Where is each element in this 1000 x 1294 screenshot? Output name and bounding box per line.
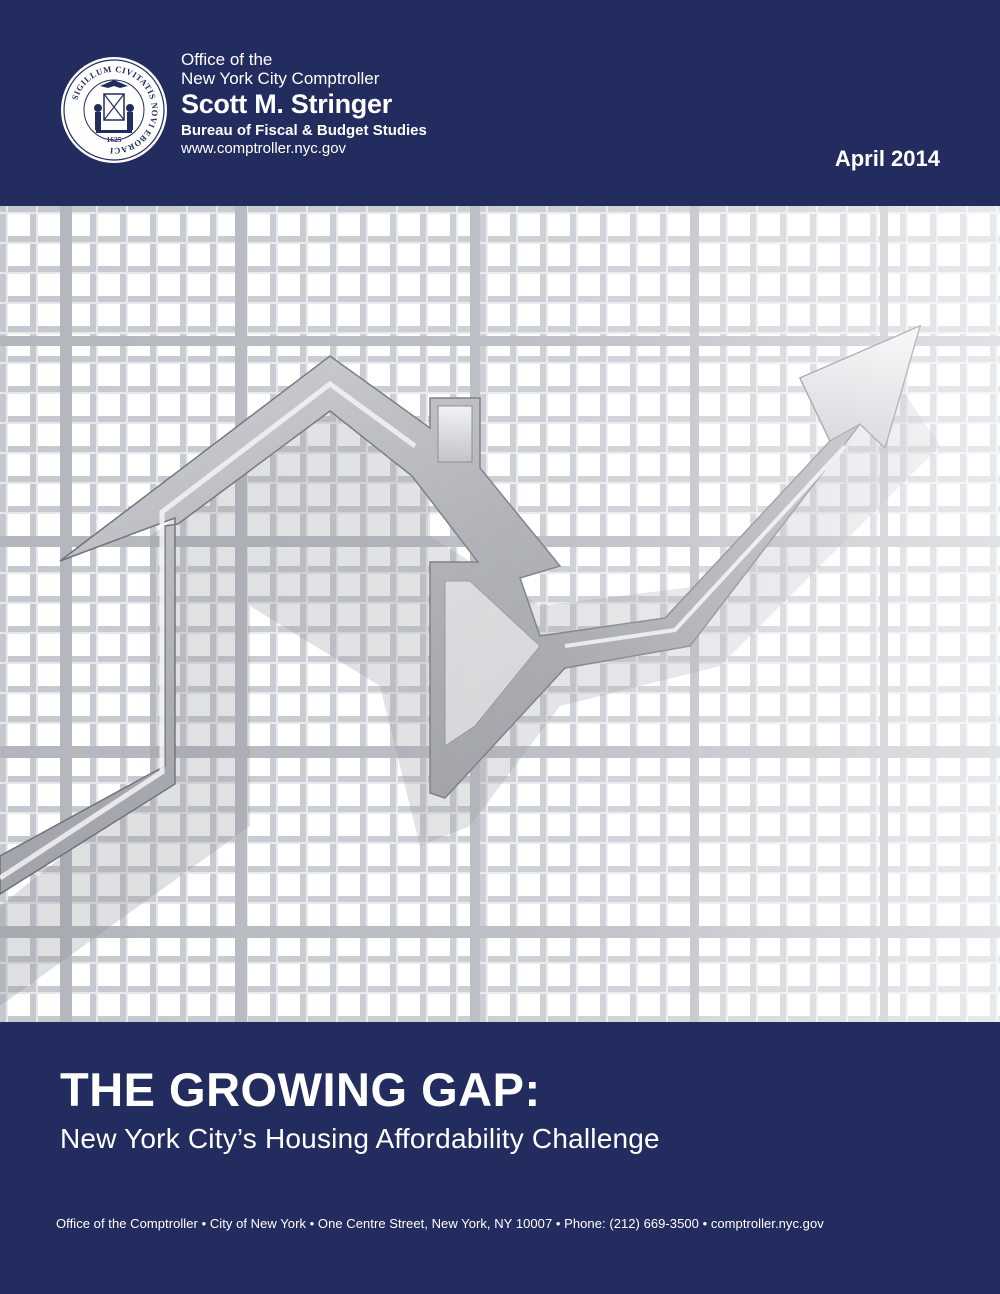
nyc-seal-icon [60,56,168,164]
report-date: April 2014 [834,146,940,171]
website-link[interactable]: www.comptroller.nyc.gov [181,140,347,157]
footer-band [0,1022,1000,1294]
report-subtitle: New York City’s Housing Affordability Challenge [60,1123,660,1154]
svg-text:1625: 1625 [106,135,122,144]
official-name: Scott M. Stringer [181,89,392,119]
contact-info: Office of the Comptroller • City of New York • One Centre Street, New York, NY 10007 • Phone: (212) 669-3500 • comptroller.nyc.gov [56,1216,824,1231]
office-line-1: Office of the [181,50,273,69]
house-growth-arrow-icon [0,206,1000,1022]
report-title: THE GROWING GAP: [60,1063,541,1116]
svg-text:SIGILLUM CIVITATIS NOVI EBORAC: SIGILLUM CIVITATIS NOVI EBORACI [69,63,161,157]
office-line-2: New York City Comptroller [181,69,380,88]
bureau-name: Bureau of Fiscal & Budget Studies [181,122,427,139]
header-band [0,0,1000,206]
office-block [181,50,427,158]
cover-image [0,206,1000,1022]
